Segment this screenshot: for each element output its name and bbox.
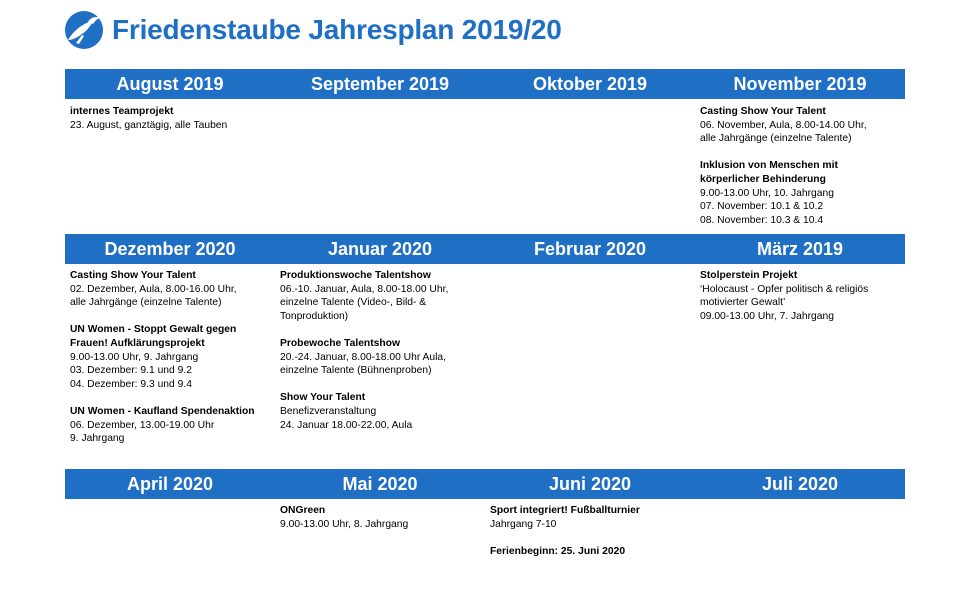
event-detail: 08. November: 10.3 & 10.4 — [700, 214, 824, 226]
event-title: Probewoche Talentshow — [280, 337, 400, 349]
event-detail: Benefizveranstaltung — [280, 405, 377, 417]
event-title: Casting Show Your Talent — [70, 270, 196, 281]
event-row-1 — [65, 101, 905, 241]
month-cell — [485, 101, 695, 241]
month-cell — [65, 265, 275, 459]
event — [700, 269, 900, 323]
month-cell — [65, 500, 275, 572]
event-title: Produktionswoche Talentshow — [280, 270, 431, 281]
event-title: Show Your Talent — [280, 392, 366, 404]
month-cell — [695, 265, 905, 459]
event-detail: 06. November, Aula, 8.00-14.00 Uhr, — [700, 119, 867, 131]
month-cell — [275, 500, 485, 572]
event-title: Ferienbeginn: 25. Juni 2020 — [490, 545, 626, 557]
event-detail: 9.00-13.00 Uhr, 10. Jahrgang — [700, 187, 834, 199]
month-header-row-2 — [65, 234, 905, 264]
event — [70, 323, 270, 391]
event — [700, 159, 900, 227]
month-cell — [275, 265, 485, 459]
month-cell — [65, 101, 275, 241]
event — [280, 269, 480, 323]
event — [490, 504, 690, 531]
event-title: Sport integriert! Fußballturnier — [490, 505, 640, 516]
event — [280, 391, 480, 432]
month-header: Januar 2020 — [327, 239, 433, 259]
event — [280, 337, 480, 378]
month-header: Mai 2020 — [342, 474, 418, 494]
event-detail: alle Jahrgänge (einzelne Talente) — [700, 133, 852, 145]
peace-dove-icon — [64, 10, 104, 50]
month-header: September 2019 — [310, 74, 450, 94]
month-header: Juli 2020 — [761, 474, 839, 494]
event — [490, 545, 690, 559]
event-detail: ‘Holocaust - Opfer politisch & religiös — [700, 283, 869, 295]
event-detail: 9.00-13.00 Uhr, 9. Jahrgang — [70, 351, 199, 363]
event-title: internes Teamprojekt — [70, 106, 174, 117]
event-detail: 9. Jahrgang — [70, 433, 125, 445]
event — [70, 105, 270, 132]
event-detail: motivierter Gewalt’ — [700, 297, 786, 309]
event-detail: 07. November: 10.1 & 10.2 — [700, 201, 824, 213]
month-cell — [695, 101, 905, 241]
event-detail: 20.-24. Januar, 8.00-18.00 Uhr Aula, — [280, 351, 447, 363]
event-detail: 06.-10. Januar, Aula, 8.00-18.00 Uhr, — [280, 283, 449, 295]
event-detail: Jahrgang 7-10 — [490, 518, 557, 530]
event-detail: Tonproduktion) — [280, 310, 349, 322]
month-header: April 2020 — [126, 474, 214, 494]
event-row-2 — [65, 265, 905, 459]
event-detail: einzelne Talente (Video-, Bild- & — [280, 297, 427, 309]
month-cell — [485, 500, 695, 572]
event-detail: 9.00-13.00 Uhr, 8. Jahrgang — [280, 518, 409, 530]
month-header-row-1 — [65, 69, 905, 99]
month-header: August 2019 — [116, 74, 224, 94]
month-header: Dezember 2020 — [104, 239, 236, 259]
event — [280, 504, 480, 531]
event-detail: einzelne Talente (Bühnenproben) — [280, 365, 432, 377]
event-detail: 02. Dezember, Aula, 8.00-16.00 Uhr, — [70, 283, 237, 295]
month-header-row-3 — [65, 469, 905, 499]
month-header: Februar 2020 — [533, 239, 647, 259]
event-detail: 04. Dezember: 9.3 und 9.4 — [70, 378, 192, 390]
event — [700, 105, 900, 146]
month-header: Juni 2020 — [548, 474, 632, 494]
event-detail: 03. Dezember: 9.1 und 9.2 — [70, 365, 192, 377]
event-title: UN Women - Kaufland Spendenaktion — [70, 405, 255, 417]
event-detail: 09.00-13.00 Uhr, 7. Jahrgang — [700, 310, 834, 322]
event — [70, 269, 270, 310]
event-detail: 23. August, ganztägig, alle Tauben — [70, 119, 228, 131]
month-header: Oktober 2019 — [532, 74, 648, 94]
title-row — [64, 8, 562, 52]
month-cell — [485, 265, 695, 459]
event-detail: alle Jahrgänge (einzelne Talente) — [70, 297, 222, 309]
month-cell — [695, 500, 905, 572]
event-detail: 24. Januar 18.00-22.00, Aula — [280, 419, 413, 431]
event — [70, 405, 270, 446]
event-title: Inklusion von Menschen mit körperlicher Behinderung — [700, 160, 838, 185]
event-title: Casting Show Your Talent — [700, 106, 826, 117]
month-header: März 2019 — [756, 239, 844, 259]
event-title: ONGreen — [280, 505, 326, 516]
event-row-3 — [65, 500, 905, 572]
event-detail: 06. Dezember, 13.00-19.00 Uhr — [70, 419, 215, 431]
month-header: November 2019 — [733, 74, 867, 94]
page-title: Friedenstaube Jahresplan 2019/20 — [112, 14, 562, 45]
month-cell — [275, 101, 485, 241]
event-title: UN Women - Stoppt Gewalt gegen Frauen! Aufklärungsprojekt — [70, 324, 237, 349]
event-title: Stolperstein Projekt — [700, 270, 798, 281]
